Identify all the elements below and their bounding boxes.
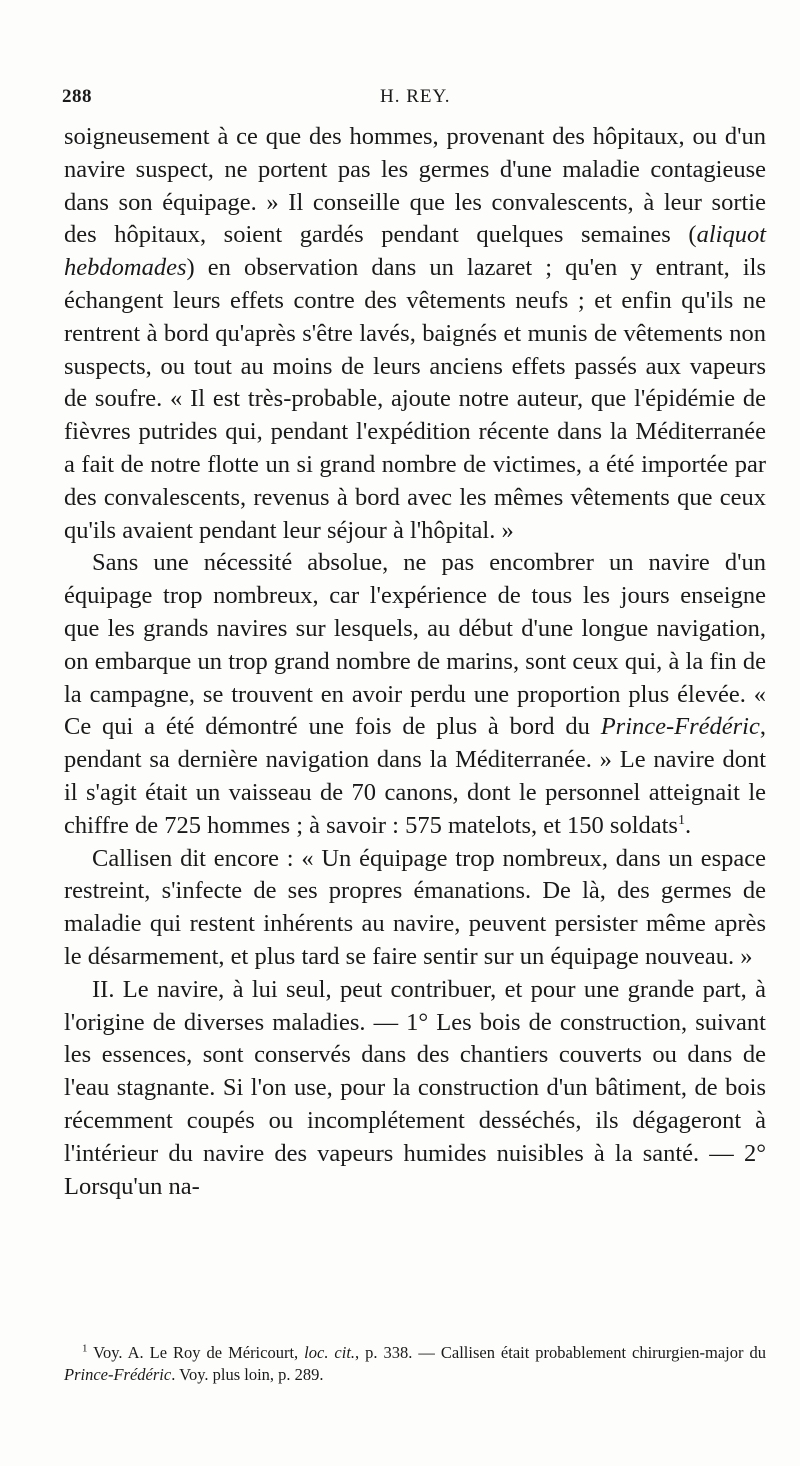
paragraph — [64, 121, 766, 547]
text-run: . Voy. plus loin, p. 289. — [171, 1365, 324, 1384]
italic-text: aliquot hebdomades — [64, 221, 766, 282]
page-number: 288 — [62, 86, 92, 107]
text-run: soigneusement à ce que des hommes, provenant des hôpitaux, ou d'un navire suspect, ne portent pas les germes d'une maladie contagieuse dans son équipage. » Il conseille que les convalescents, à leur sortie des hôpitaux, soient gardés pendant quelques semaines ( — [64, 123, 766, 249]
italic-text: loc. cit. — [304, 1343, 356, 1362]
running-head: H. REY. — [380, 86, 451, 107]
footnote-marker: 1 — [82, 1342, 88, 1355]
text-run: , p. 338. — Callisen était probablement chirurgien-major du — [355, 1343, 766, 1362]
footnote-marker: 1 — [677, 812, 685, 828]
body-text — [64, 121, 766, 1203]
footnote — [64, 1342, 766, 1386]
text-run: II. Le navire, à lui seul, peut contribuer, et pour une grande part, à l'origine de diverses maladies. — 1° Les bois de construction, suivant les essences, sont conservés dans des chantiers couverts ou dans de l'eau stagnante. Si l'on use, pour la construction d'un bâtiment, de bois récemment coupés ou incomplétement desséchés, ils dégageront à l'intérieur du navire des vapeurs humides nuisibles à la santé. — 2° Lorsqu'un na- — [64, 975, 766, 1200]
text-run: . — [684, 811, 692, 839]
paragraph — [64, 547, 766, 842]
text-run: , pendant sa dernière navigation dans la Méditerranée. » Le navire dont il s'agit était un vaisseau de 70 canons, dont le personnel atteignait le chiffre de 725 hommes ; à savoir : 575 matelots, et 150 soldats — [64, 713, 766, 839]
text-run: Voy. A. Le Roy de Méricourt, — [87, 1343, 305, 1362]
page-header — [62, 86, 762, 116]
text-run: Sans une nécessité absolue, ne pas encombrer un navire d'un équipage trop nombreux, car l'expérience de tous les jours enseigne que les grands navires sur lesquels, au début d'une longue navigation, on embarque un trop grand nombre de marins, sont ceux qui, à la fin de la campagne, se trouvent en avoir perdu une proportion plus élevée. « Ce qui a été démontré une fois de plus à bord du — [64, 549, 766, 741]
footnotes — [64, 1342, 766, 1386]
italic-text: Prince-Frédéric — [64, 1365, 172, 1384]
paragraph — [64, 974, 766, 1204]
italic-text: Prince-Frédéric — [600, 713, 760, 741]
paragraph — [64, 843, 766, 974]
text-run: Callisen dit encore : « Un équipage trop nombreux, dans un espace restreint, s'infecte de ses propres émanations. De là, des germes de maladie qui restent inhérents au navire, peuvent persister même après le désarmement, et plus tard se faire sentir sur un équipage nouveau. » — [64, 844, 766, 970]
text-run: ) en observation dans un lazaret ; qu'en y entrant, ils échangent leurs effets contre des vêtements neufs ; et enfin qu'ils ne rentrent à bord qu'après s'être lavés, baignés et munis de vêtements non suspects, ou tout au moins de leurs anciens effets passés aux vapeurs de soufre. « Il est très-probable, ajoute notre auteur, que l'épidémie de fièvres putrides qui, pendant l'expédition récente dans la Méditerranée a fait de notre flotte un si grand nombre de victimes, a été importée par des convalescents, revenus à bord avec les mêmes vêtements que ceux qu'ils avaient pendant leur séjour à l'hôpital. » — [64, 254, 766, 544]
